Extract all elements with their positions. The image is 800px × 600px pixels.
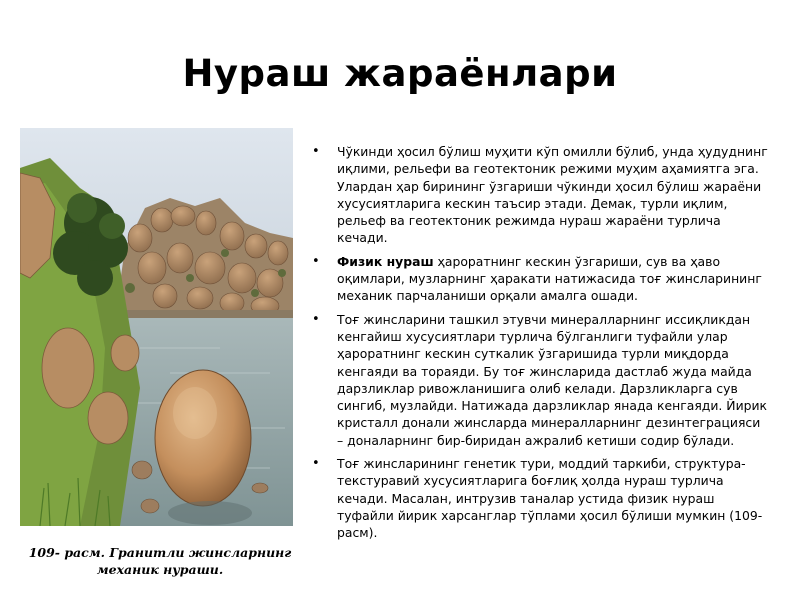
figure-caption-line1: 109- расм. Гранитли жинсларнинг [28,545,292,560]
bullet-item [312,311,768,449]
bullet-text: ҳароратнинг кескин ўзгариши, сув ва ҳаво оқимлари, музларнинг ҳаракати натижасида тоғ жинсларининг механик парчаланиши орқали амалга ошади. [337,253,762,304]
bullet-list [312,143,768,548]
figure-caption-line2: механик нураши. [96,562,224,577]
bullet-glyph: • [312,456,320,472]
bullet-text: Тоғ жинсларининг генетик тури, моддий таркиби, структура-текстуравий хусусиятларига боғлиқ ҳолда нураш турлича кечади. Масалан, интрузив таналар устида физик нураш туфайли йирик харсанглар тўплами ҳосил бўлиши мумкин (109-расм). [337,456,763,541]
bullet-item [312,455,768,541]
bullet-text: Чўкинди ҳосил бўлиш муҳити кўп омилли бўлиб, унда ҳудуднинг иқлими, рельефи ва геотектоник режими муҳим аҳамиятга эга. Улардан ҳар бирининг ўзгариши чўкинди ҳосил бўлиш жараёни хусусиятларига кескин таъсир этади. Демак, турли иқлим, рельеф ва геотектоник режимда нураш жараёни турлича кечади. [337,144,768,246]
granite-boulders-photo [20,128,293,526]
bullet-glyph: • [312,253,320,269]
bullet-glyph: • [312,144,320,159]
slide-title: Нураш жараёнлари [182,52,618,95]
bullet-text: Тоғ жинсларини ташкил этувчи минералларнинг иссиқликдан кенгайиш хусусиятлари турлича бўлганлиги туфайли улар ҳароратнинг кескин суткалик ўзгаришида турли миқдорда кенгаяди ва тораяди. Бу тоғ жинсларида дастлаб жуда майда дарзликлар ривожланишига олиб келади. Дарзликларга сув сингиб, музлайди. Натижада дарзликлар янада кенгаяди. Йирик кристалл донали жинсларда минералларнинг дезинтеграцияси – доналарнинг бир-биридан ажралиб кетиши содир бўлади. [337,311,768,448]
figure-caption [20,544,300,578]
bullet-glyph: • [312,311,320,327]
bullet-item [312,143,768,247]
bullet-item [312,253,768,305]
bullet-lead: Физик нураш [337,253,434,269]
